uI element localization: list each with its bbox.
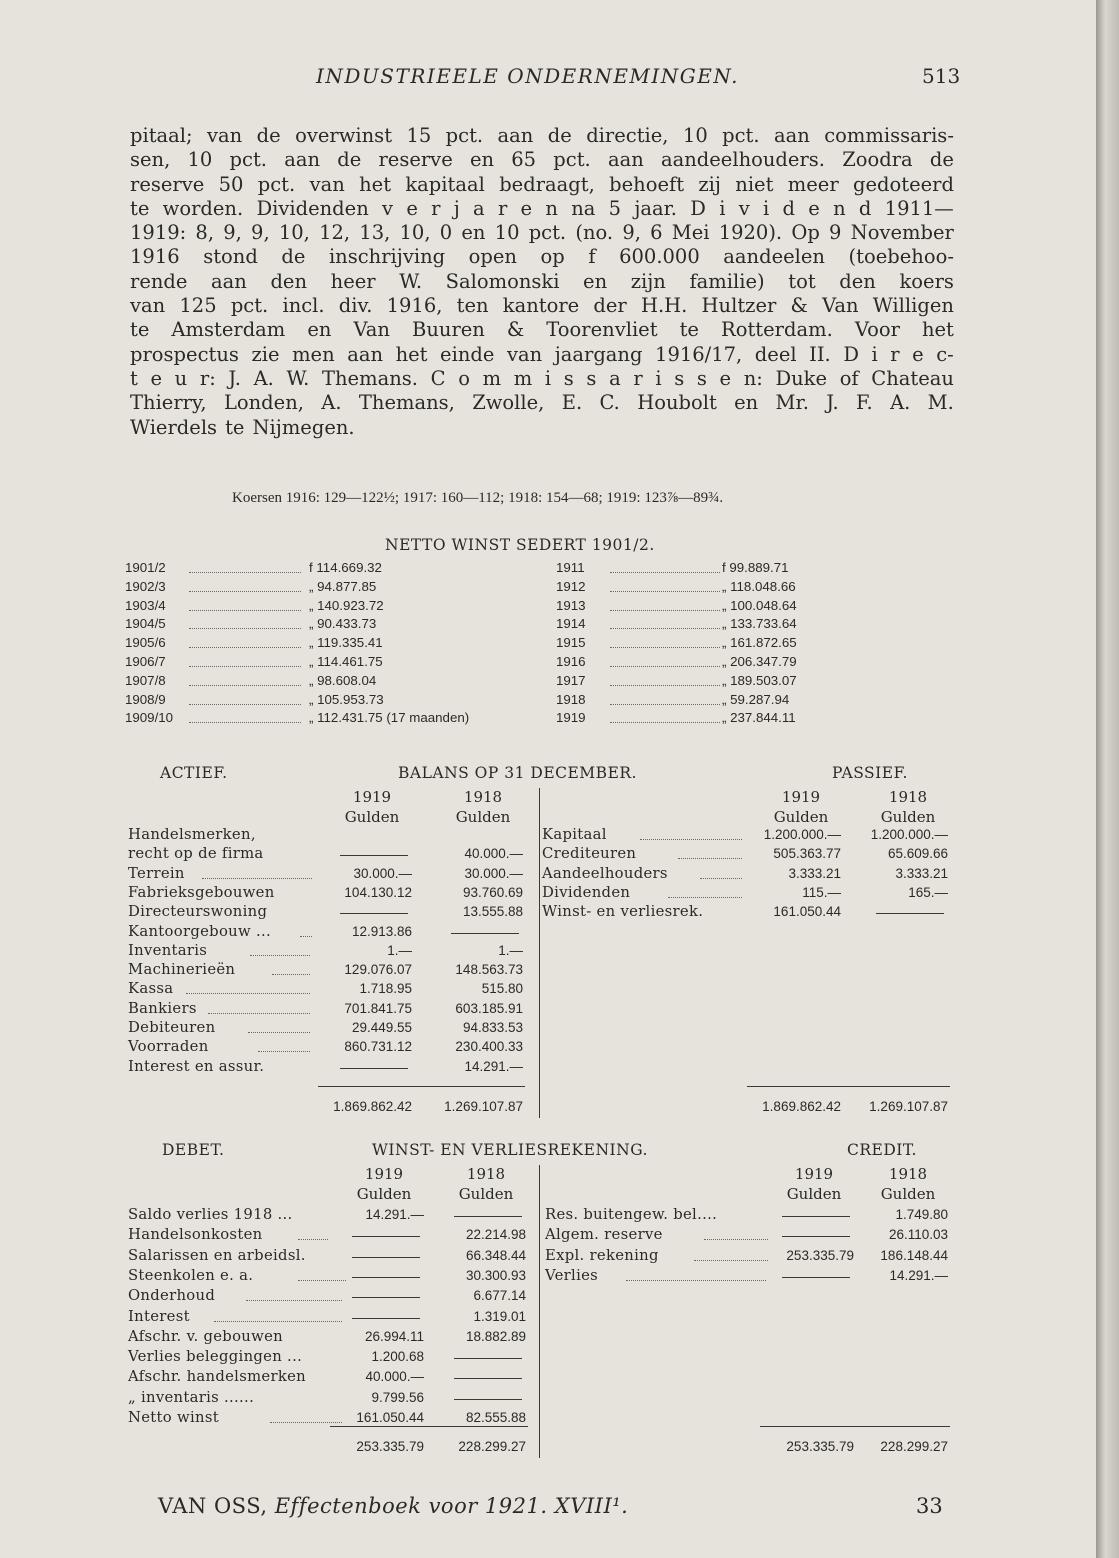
netto-year: 1919: [556, 710, 586, 726]
leader-dots: [189, 673, 301, 686]
netto-amount: „ 118.048.66: [722, 578, 796, 594]
credit-value-1918: 26.110.03: [888, 1227, 948, 1243]
column-year: 1918: [463, 788, 503, 806]
debet-value-1918-blank: [454, 1216, 522, 1217]
debet-value-1918: 66.348.44: [465, 1247, 526, 1263]
share-price-line: Koersen 1916: 129—122½; 1917: 160—112; 1918: 154—68; 1919: 123⅞—89¾.: [232, 490, 724, 506]
paragraph-line: 1916 stond de inschrijving open op f 600.000 aandeelen (toebehoo-: [130, 245, 954, 269]
leader-dots: [272, 961, 310, 975]
netto-amount: „ 114.461.75: [309, 654, 383, 669]
column-year: 1919: [794, 1165, 834, 1183]
debet-value-1919: 9.799.56: [371, 1389, 424, 1405]
column-year: 1918: [888, 1165, 928, 1183]
netto-year: 1902/3: [125, 578, 166, 594]
running-header: [0, 64, 1096, 94]
leader-dots: [189, 710, 301, 723]
debet-label: Netto winst: [128, 1409, 219, 1426]
debet-value-1919-blank: [352, 1318, 420, 1319]
debet-value-1919-blank: [352, 1297, 420, 1298]
balans-title: BALANS OP 31 DECEMBER.: [398, 764, 637, 782]
netto-year: 1908/9: [125, 691, 166, 707]
passief-value-1918: 1.200.000.—: [870, 827, 948, 842]
netto-amount: „ 133.733.64: [722, 616, 797, 632]
netto-amount: „ 119.335.41: [309, 635, 383, 651]
netto-amount: „ 237.844.11: [722, 710, 796, 726]
actief-label: Handelsmerken,: [128, 826, 256, 843]
actief-label: recht op de firma: [128, 845, 264, 863]
debet-label: Saldo verlies 1918 ...: [128, 1206, 293, 1223]
actief-value-1918: 14.291.—: [464, 1058, 523, 1074]
netto-year: 1906/7: [125, 654, 166, 669]
actief-value-1918: 148.563.73: [455, 962, 523, 978]
total-1918: 1.269.107.87: [444, 1099, 523, 1114]
debet-value-1919-blank: [352, 1257, 420, 1258]
column-unit: Gulden: [773, 808, 829, 826]
paragraph-line: Wierdels te Nijmegen.: [130, 415, 355, 439]
credit-label: Res. buitengew. bel....: [545, 1206, 718, 1223]
passief-label: Winst- en verliesrek.: [542, 903, 704, 921]
actief-label: Interest en assur.: [128, 1057, 265, 1075]
actief-value-1919-blank: [340, 913, 408, 914]
passief-value-1919: 3.333.21: [788, 865, 841, 881]
netto-year: 1903/4: [125, 597, 166, 613]
leader-dots: [298, 1267, 346, 1281]
debet-value-1918-blank: [454, 1378, 522, 1379]
passief-value-1919: 161.050.44: [773, 904, 841, 920]
passief-value-1919: 1.200.000.—: [763, 827, 841, 842]
netto-winst-title: NETTO WINST SEDERT 1901/2.: [385, 536, 655, 554]
netto-year: 1916: [556, 654, 586, 669]
leader-dots: [250, 942, 310, 956]
actief-value-1919-blank: [340, 855, 408, 856]
credit-label: CREDIT.: [847, 1141, 917, 1159]
credit-value-1919-blank: [782, 1236, 850, 1237]
actief-value-1918: 30.000.—: [464, 865, 523, 881]
actief-value-1919: 701.841.75: [344, 1000, 412, 1016]
footer-signature: [158, 1494, 628, 1518]
actief-label: Kassa: [128, 980, 174, 998]
actief-label: ACTIEF.: [160, 764, 228, 782]
column-unit: Gulden: [786, 1185, 842, 1203]
total-1918: 228.299.27: [458, 1439, 526, 1454]
debet-value-1919: 14.291.—: [365, 1207, 424, 1222]
paragraph-line: t e u r: J. A. W. Themans. C o m m i s s a r i s s e n: Duke of Chateau: [130, 366, 954, 390]
column-unit: Gulden: [344, 808, 400, 826]
debet-value-1918: 1.319.01: [473, 1308, 526, 1324]
leader-dots: [189, 616, 301, 629]
credit-value-1919: 253.335.79: [786, 1247, 854, 1263]
footer-author: VAN OSS,: [158, 1494, 268, 1518]
leader-dots: [300, 923, 312, 937]
debet-value-1918-blank: [454, 1399, 522, 1400]
debet-label: „ inventaris ......: [128, 1388, 255, 1406]
actief-value-1918: 13.555.88: [462, 904, 523, 920]
actief-value-1918: 230.400.33: [455, 1039, 523, 1055]
paragraph-line: Thierry, Londen, A. Themans, Zwolle, E. C. Houbolt en Mr. J. F. A. M.: [130, 391, 954, 415]
credit-value-1918: 1.749.80: [895, 1207, 948, 1222]
debet-value-1919: 1.200.68: [371, 1349, 424, 1365]
netto-amount: f 114.669.32: [309, 560, 382, 575]
total-rule: [330, 1426, 528, 1427]
debet-label: Handelsonkosten: [128, 1226, 263, 1244]
paragraph-line: 1919: 8, 9, 9, 10, 12, 13, 10, 0 en 10 pct. (no. 9, 6 Mei 1920). Op 9 November: [130, 221, 954, 245]
debet-value-1918: 6.677.14: [473, 1288, 526, 1304]
debet-value-1918: 22.214.98: [465, 1227, 526, 1243]
column-year: 1919: [352, 788, 392, 806]
leader-dots: [610, 673, 720, 686]
netto-year: 1918: [556, 691, 586, 707]
passief-value-1918: 3.333.21: [895, 865, 948, 881]
debet-label: Onderhoud: [128, 1287, 216, 1305]
netto-amount: „ 105.953.73: [309, 691, 384, 707]
leader-dots: [626, 1267, 766, 1281]
header-title: INDUSTRIEELE ONDERNEMINGEN.: [316, 64, 739, 88]
actief-label: Bankiers: [128, 999, 197, 1017]
total-rule: [318, 1086, 525, 1087]
actief-value-1919: 1.718.95: [359, 981, 412, 997]
paragraph-line: prospectus zie men aan het einde van jaargang 1916/17, deel II. D i r e c-: [130, 342, 954, 366]
passief-value-1919: 505.363.77: [773, 846, 841, 862]
debet-value-1919-blank: [352, 1277, 420, 1278]
debet-value-1918: 18.882.89: [465, 1328, 526, 1344]
actief-value-1919: 104.130.12: [344, 884, 412, 900]
leader-dots: [202, 865, 312, 879]
leader-dots: [640, 826, 742, 840]
total-1918: 1.269.107.87: [869, 1099, 948, 1114]
sheet-number: 33: [916, 1494, 943, 1518]
total-rule: [747, 1086, 950, 1087]
actief-label: Inventaris: [128, 941, 208, 959]
leader-dots: [704, 1226, 768, 1240]
actief-value-1919-blank: [340, 1068, 408, 1069]
leader-dots: [678, 845, 742, 859]
leader-dots: [189, 635, 301, 648]
paragraph-line: van 125 pct. incl. div. 1916, ten kantore der H.H. Hultzer & Van Willigen: [130, 294, 954, 318]
actief-value-1919: 129.076.07: [344, 962, 412, 978]
leader-dots: [298, 1226, 328, 1240]
footer-volume: XVIII¹.: [554, 1494, 629, 1518]
netto-amount: f 99.889.71: [722, 560, 789, 575]
actief-label: Machinerieën: [128, 961, 236, 979]
netto-amount: „ 100.048.64: [722, 597, 797, 613]
column-unit: Gulden: [880, 808, 936, 826]
total-1918: 228.299.27: [880, 1439, 948, 1454]
total-1919: 1.869.862.42: [333, 1099, 412, 1114]
winst-title: WINST- EN VERLIESREKENING.: [372, 1141, 648, 1159]
footer-book: Effectenboek voor 1921.: [274, 1494, 548, 1518]
leader-dots: [610, 598, 720, 611]
leader-dots: [668, 884, 742, 898]
actief-value-1919: 30.000.—: [353, 865, 412, 881]
leader-dots: [246, 1287, 342, 1301]
debet-label: Afschr. handelsmerken: [128, 1368, 307, 1386]
actief-label: Kantoorgebouw ...: [128, 922, 271, 940]
netto-amount: „ 140.923.72: [309, 597, 384, 613]
netto-amount: „ 112.431.75 (17 maanden): [309, 710, 470, 726]
paragraph-line: sen, 10 pct. aan de reserve en 65 pct. aan aandeelhouders. Zoodra de: [130, 148, 954, 172]
column-divider: [539, 1165, 540, 1458]
leader-dots: [189, 579, 301, 592]
credit-label: Algem. reserve: [545, 1226, 663, 1244]
debet-label: Salarissen en arbeidsl.: [128, 1246, 306, 1264]
column-year: 1918: [888, 788, 928, 806]
leader-dots: [189, 692, 301, 705]
column-unit: Gulden: [458, 1185, 514, 1203]
column-year: 1919: [781, 788, 821, 806]
leader-dots: [610, 654, 720, 667]
actief-label: Directeurswoning: [128, 903, 268, 921]
netto-amount: „ 90.433.73: [309, 616, 377, 632]
netto-year: 1912: [556, 578, 586, 594]
debet-value-1918: 30.300.93: [465, 1267, 526, 1283]
credit-value-1919-blank: [782, 1216, 850, 1217]
total-1919: 1.869.862.42: [762, 1099, 841, 1114]
actief-label: Fabrieksgebouwen: [128, 883, 275, 901]
debet-value-1919: 26.994.11: [364, 1328, 424, 1344]
column-unit: Gulden: [880, 1185, 936, 1203]
passief-label: Aandeelhouders: [542, 864, 668, 882]
leader-dots: [610, 560, 720, 573]
netto-year: 1901/2: [125, 560, 166, 575]
column-year: 1919: [364, 1165, 404, 1183]
netto-year: 1911: [556, 560, 585, 575]
debet-label: DEBET.: [162, 1141, 225, 1159]
leader-dots: [258, 1038, 310, 1052]
book-spine: [1096, 0, 1119, 1558]
debet-value-1918: 82.555.88: [465, 1410, 526, 1425]
leader-dots: [610, 616, 720, 629]
actief-value-1919: 29.449.55: [351, 1020, 412, 1035]
column-unit: Gulden: [455, 808, 511, 826]
passief-value-1918: 165.—: [908, 884, 948, 900]
actief-value-1918: 94.833.53: [462, 1020, 523, 1035]
credit-value-1918: 14.291.—: [889, 1267, 948, 1283]
leader-dots: [248, 1019, 310, 1033]
credit-label: Expl. rekening: [545, 1246, 659, 1264]
actief-value-1918-blank: [451, 933, 519, 934]
netto-amount: „ 94.877.85: [309, 578, 377, 594]
column-unit: Gulden: [356, 1185, 412, 1203]
debet-value-1918-blank: [454, 1358, 522, 1359]
leader-dots: [208, 1000, 310, 1014]
company-description: [130, 124, 954, 440]
actief-value-1918: 515.80: [481, 981, 523, 997]
netto-year: 1915: [556, 635, 586, 651]
leader-dots: [610, 579, 720, 592]
leader-dots: [610, 635, 720, 648]
leader-dots: [610, 710, 720, 723]
netto-amount: „ 189.503.07: [722, 672, 797, 688]
actief-label: Terrein: [128, 864, 185, 882]
debet-value-1919: 161.050.44: [356, 1410, 424, 1425]
netto-amount: „ 206.347.79: [722, 654, 797, 669]
netto-year: 1904/5: [125, 616, 166, 632]
total-1919: 253.335.79: [786, 1439, 854, 1454]
passief-label: Dividenden: [542, 883, 631, 901]
paragraph-line: reserve 50 pct. van het kapitaal bedraagt, behoeft zij niet meer gedoteerd: [130, 172, 954, 196]
netto-year: 1905/6: [125, 635, 166, 651]
netto-year: 1909/10: [125, 710, 174, 726]
credit-label: Verlies: [545, 1266, 599, 1284]
actief-value-1919: 1.—: [387, 942, 412, 958]
netto-amount: „ 161.872.65: [722, 635, 797, 651]
passief-value-1918: 65.609.66: [887, 846, 948, 862]
leader-dots: [610, 692, 720, 705]
leader-dots: [189, 560, 301, 573]
column-divider: [539, 788, 540, 1118]
actief-value-1918: 603.185.91: [455, 1000, 523, 1016]
leader-dots: [189, 598, 301, 611]
debet-label: Interest: [128, 1307, 190, 1325]
leader-dots: [189, 654, 301, 667]
netto-amount: „ 59.287.94: [722, 691, 790, 707]
leader-dots: [700, 865, 742, 879]
actief-value-1918: 1.—: [498, 942, 523, 958]
passief-value-1918-blank: [876, 913, 944, 914]
credit-value-1919-blank: [782, 1277, 850, 1278]
page-number: 513: [922, 64, 961, 88]
credit-value-1918: 186.148.44: [880, 1247, 948, 1263]
leader-dots: [214, 1308, 342, 1322]
actief-value-1918: 93.760.69: [462, 884, 523, 900]
leader-dots: [186, 980, 310, 994]
netto-amount: „ 98.608.04: [309, 672, 377, 688]
actief-label: Voorraden: [128, 1038, 209, 1056]
netto-year: 1914: [556, 616, 586, 632]
actief-value-1919: 12.913.86: [351, 923, 412, 939]
actief-value-1918: 40.000.—: [464, 846, 523, 862]
paragraph-line: pitaal; van de overwinst 15 pct. aan de directie, 10 pct. aan commissaris-: [130, 124, 954, 147]
netto-year: 1907/8: [125, 672, 166, 688]
debet-label: Steenkolen e. a.: [128, 1266, 254, 1284]
column-year: 1918: [466, 1165, 506, 1183]
passief-value-1919: 115.—: [802, 884, 841, 900]
total-rule: [760, 1426, 950, 1427]
passief-label: Kapitaal: [542, 826, 607, 843]
actief-label: Debiteuren: [128, 1019, 216, 1036]
debet-label: Verlies beleggingen ...: [128, 1348, 303, 1366]
debet-value-1919: 40.000.—: [365, 1369, 424, 1385]
paragraph-line: rende aan den heer W. Salomonski en zijn familie) tot den koers: [130, 269, 954, 293]
netto-year: 1917: [556, 672, 586, 688]
paragraph-line: te worden. Dividenden v e r j a r e n na 5 jaar. D i v i d e n d 1911—: [130, 196, 954, 220]
netto-year: 1913: [556, 597, 586, 613]
total-1919: 253.335.79: [356, 1439, 424, 1454]
debet-value-1919-blank: [352, 1236, 420, 1237]
actief-value-1919: 860.731.12: [344, 1039, 412, 1055]
paragraph-line: te Amsterdam en Van Buuren & Toorenvliet te Rotterdam. Voor het: [130, 318, 954, 342]
passief-label: PASSIEF.: [832, 764, 908, 782]
leader-dots: [694, 1247, 768, 1261]
passief-label: Crediteuren: [542, 845, 637, 863]
debet-label: Afschr. v. gebouwen: [128, 1327, 283, 1345]
